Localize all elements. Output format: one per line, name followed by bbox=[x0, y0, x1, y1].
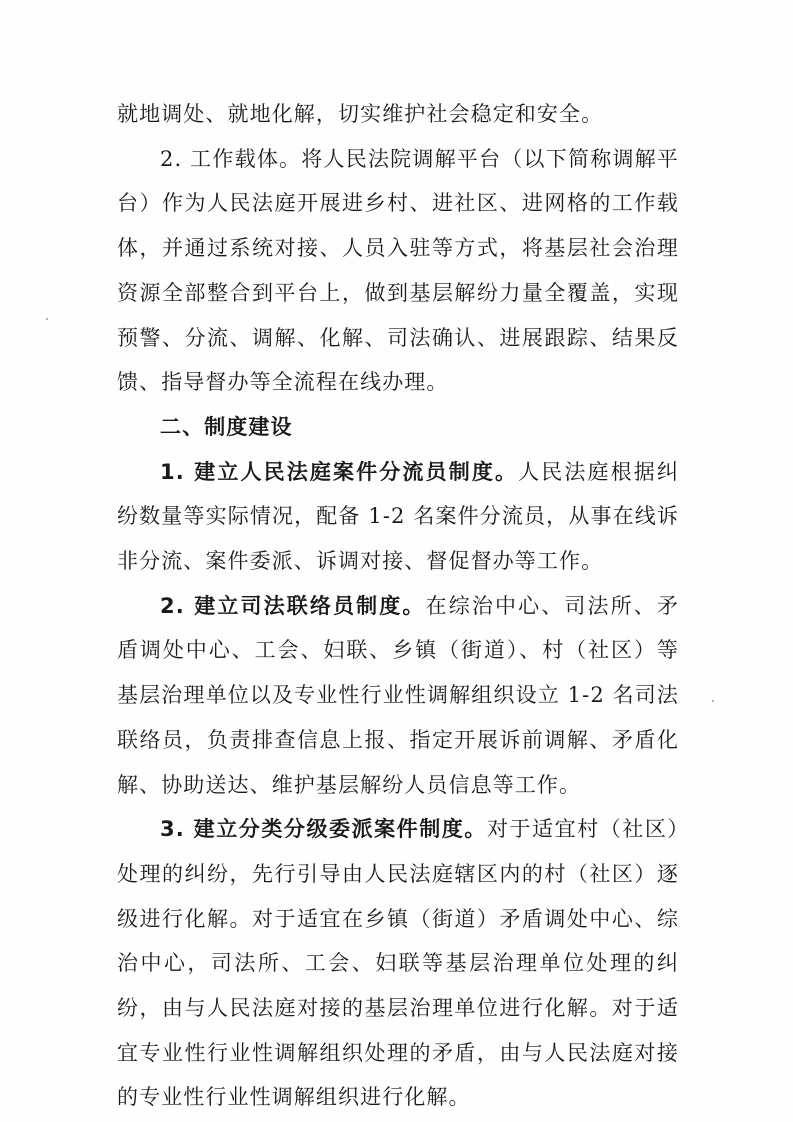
paragraph-lead: 3. 建立分类分级委派案件制度。 bbox=[160, 817, 487, 842]
paragraph-tiered-assignment-system bbox=[117, 807, 679, 1120]
paragraph-lead: 1. 建立人民法庭案件分流员制度。 bbox=[160, 459, 519, 484]
paragraph-work-carrier: 2. 工作载体。将人民法院调解平台（以下简称调解平台）作为人民法庭开展进乡村、进社区、进网格的工作载体，并通过系统对接、人员入驻等方式，将基层社会治理资源全部整合到平台上，做到基层解纷力量全覆盖，实现预警、分流、调解、化解、司法确认、进展跟踪、结果反馈、指导督办等全流程在线办理。 bbox=[117, 146, 679, 395]
scan-speck bbox=[46, 318, 48, 320]
section-heading: 二、制度建设 bbox=[160, 414, 293, 439]
paragraph-lead: 2. 建立司法联络员制度。 bbox=[160, 593, 426, 618]
scan-speck bbox=[712, 700, 714, 702]
paragraph-text: 对于适宜村（社区）处理的纠纷，先行引导由人民法庭辖区内的村（社区）逐级进行化解。对于适宜在乡镇（街道）矛盾调处中心、综治中心，司法所、工会、妇联等基层治理单位处理的纠纷，由与人民法庭对接的基层治理单位进行化解。对于适宜专业性行业性调解组织处理的矛盾，由与人民法庭对接的专业性行业性调解组织进行化解。 bbox=[117, 817, 680, 1110]
paragraph-case-diverter-system bbox=[117, 450, 679, 584]
paragraph-judicial-liaison-system bbox=[117, 584, 679, 808]
document-body bbox=[117, 92, 679, 1120]
paragraph-text: 人民法庭根据纠纷数量等实际情况，配备 1-2 名案件分流员，从事在线诉非分流、案件委派、诉调对接、督促督办等工作。 bbox=[117, 459, 679, 574]
paragraph-continuation: 就地调处、就地化解，切实维护社会稳定和安全。 bbox=[117, 102, 604, 126]
paragraph-text: 在综治中心、司法所、矛盾调处中心、工会、妇联、乡镇（街道）、村（社区）等基层治理单位以及专业性行业性调解组织设立 1-2 名司法联络员，负责排查信息上报、指定开展诉前调解、矛盾化解、协助送达、维护基层解纷人员信息等工作。 bbox=[117, 593, 679, 797]
